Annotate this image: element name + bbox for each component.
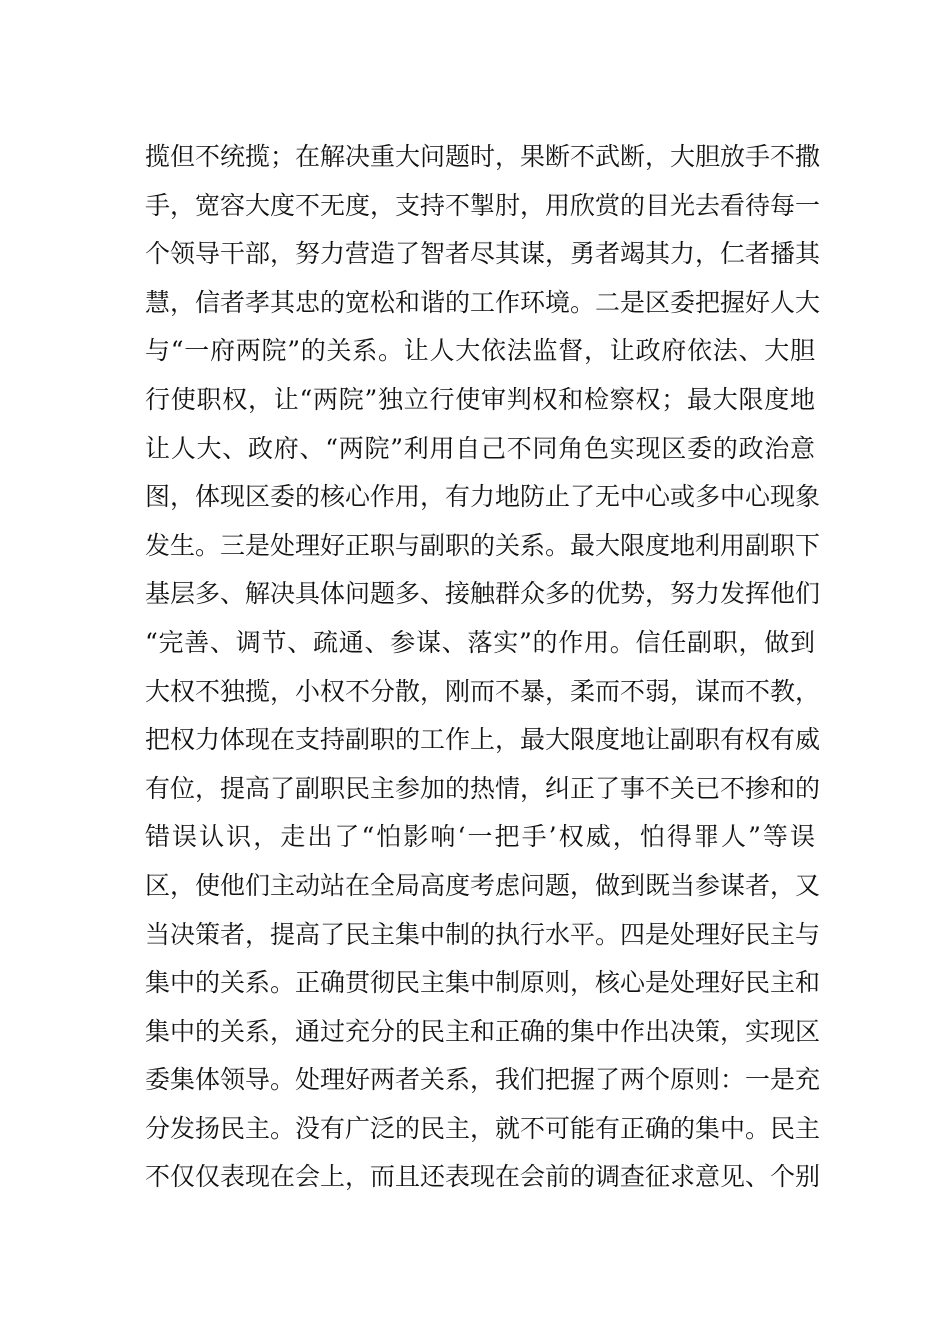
text-line: 大权不独揽，小权不分散，刚而不暴，柔而不弱，谋而不教， <box>145 676 821 706</box>
text-line: 集中的关系，通过充分的民主和正确的集中作出决策，实现区 <box>145 1016 821 1046</box>
text-line: 图，体现区委的核心作用，有力地防止了无中心或多中心现象 <box>145 482 821 512</box>
text-line: 把权力体现在支持副职的工作上，最大限度地让副职有权有威 <box>145 725 821 755</box>
text-line: 行使职权，让“两院”独立行使审判权和检察权；最大限度地 <box>145 384 815 414</box>
body-paragraph <box>145 133 821 1202</box>
text-line: 有位，提高了副职民主参加的热情，纠正了事不关已不掺和的 <box>145 773 821 803</box>
text-line: 揽但不统揽；在解决重大问题时，果断不武断，大胆放手不撒 <box>145 142 821 171</box>
text-line: 慧，信者孝其忠的宽松和谐的工作环境。二是区委把握好人大 <box>145 287 821 317</box>
text-line: 个领导干部，努力营造了智者尽其谋，勇者竭其力，仁者播其 <box>145 239 821 269</box>
text-line: 当决策者，提高了民主集中制的执行水平。四是处理好民主与 <box>145 919 821 949</box>
text-line: 发生。三是处理好正职与副职的关系。最大限度地利用副职下 <box>145 530 821 560</box>
text-line: 集中的关系。正确贯彻民主集中制原则，核心是处理好民主和 <box>145 968 821 998</box>
text-line: 手，宽容大度不无度，支持不掣肘，用欣赏的目光去看待每一 <box>145 190 821 220</box>
text-line: 让人大、政府、“两院”利用自己不同角色实现区委的政治意 <box>145 433 815 463</box>
text-line: 与“一府两院”的关系。让人大依法监督，让政府依法、大胆 <box>145 336 815 366</box>
text-line: 区，使他们主动站在全局高度考虑问题，做到既当参谋者，又 <box>145 870 821 900</box>
text-line: 不仅仅表现在会上，而且还表现在会前的调查征求意见、个别 <box>145 1162 821 1192</box>
text-line: 错误认识，走出了“怕影响‘一把手’权威，怕得罪人”等误 <box>145 822 815 852</box>
text-line: 委集体领导。处理好两者关系，我们把握了两个原则：一是充 <box>145 1065 821 1095</box>
text-line: 分发扬民主。没有广泛的民主，就不可能有正确的集中。民主 <box>145 1113 821 1143</box>
text-line: “完善、调节、疏通、参谋、落实”的作用。信任副职，做到 <box>145 627 815 657</box>
text-line: 基层多、解决具体问题多、接触群众多的优势，努力发挥他们 <box>145 579 821 609</box>
